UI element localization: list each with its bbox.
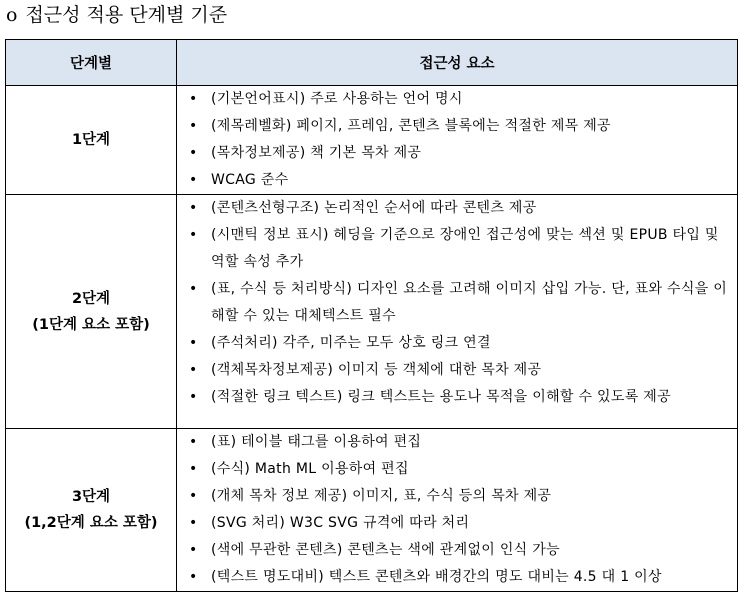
stage-note: (1단계 요소 포함) bbox=[32, 316, 150, 333]
list-item: • (제목레벨화) 페이지, 프레임, 콘텐츠 블록에는 적절한 제목 제공 bbox=[189, 118, 611, 134]
accessibility-stage-table bbox=[5, 39, 738, 592]
list-item: • (콘텐츠선형구조) 논리적인 순서에 따라 콘텐츠 제공 bbox=[189, 200, 537, 216]
heading-text: 접근성 적용 단계별 기준 bbox=[25, 4, 228, 26]
list-item: • (목차정보제공) 책 기본 목차 제공 bbox=[189, 145, 422, 161]
list-item: • (SVG 처리) W3C SVG 규격에 따라 처리 bbox=[189, 515, 470, 531]
stage-label: 1단계 bbox=[71, 132, 111, 148]
list-item: • WCAG 준수 bbox=[189, 172, 289, 188]
table-row bbox=[6, 429, 738, 592]
list-item: • (색에 무관한 콘텐츠) 콘텐츠는 색에 관계없이 인식 가능 bbox=[189, 542, 560, 558]
item-list bbox=[177, 195, 737, 411]
stage-label: 2단계 bbox=[71, 290, 111, 307]
stage-label: 3단계 bbox=[71, 489, 111, 505]
list-item: • (개체 목차 정보 제공) 이미지, 표, 수식 등의 목차 제공 bbox=[189, 488, 552, 504]
stage-cell bbox=[6, 195, 177, 429]
item-list bbox=[177, 429, 737, 591]
list-item: • (텍스트 명도대비) 텍스트 콘텐츠와 배경간의 명도 대비는 4.5 대 1 이상 bbox=[189, 569, 662, 585]
stage-note: (1,2단계 요소 포함) bbox=[24, 515, 158, 531]
item-list bbox=[177, 86, 737, 194]
items-cell bbox=[177, 86, 738, 195]
list-item: • (시맨틱 정보 표시) 헤딩을 기준으로 장애인 접근성에 맞는 섹션 및 EPUB 타입 및 역할 속성 추가 bbox=[189, 227, 719, 270]
list-item: • (표) 테이블 태그를 이용하여 편집 bbox=[189, 434, 422, 450]
list-item: • (객체목차정보제공) 이미지 등 객체에 대한 목차 제공 bbox=[189, 362, 542, 378]
header-elements: 접근성 요소 bbox=[177, 40, 738, 86]
items-cell bbox=[177, 195, 738, 429]
table-header-row bbox=[6, 40, 738, 86]
list-item: • (기본언어표시) 주로 사용하는 언어 명시 bbox=[189, 91, 463, 107]
stage-cell bbox=[6, 86, 177, 195]
heading-bullet: o bbox=[6, 4, 18, 26]
header-stage: 단계별 bbox=[6, 40, 177, 86]
table-row bbox=[6, 86, 738, 195]
list-item: • (표, 수식 등 처리방식) 디자인 요소를 고려해 이미지 삽입 가능. 단, 표와 수식을 이해할 수 있는 대체텍스트 필수 bbox=[189, 281, 728, 324]
table-row bbox=[6, 195, 738, 429]
list-item: • (주석처리) 각주, 미주는 모두 상호 링크 연결 bbox=[189, 335, 491, 351]
list-item: • (수식) Math ML 이용하여 편집 bbox=[189, 461, 409, 477]
list-item: • (적절한 링크 텍스트) 링크 텍스트는 용도나 목적을 이해할 수 있도록 제공 bbox=[189, 389, 671, 405]
section-heading bbox=[6, 2, 227, 28]
items-cell bbox=[177, 429, 738, 592]
stage-cell bbox=[6, 429, 177, 592]
